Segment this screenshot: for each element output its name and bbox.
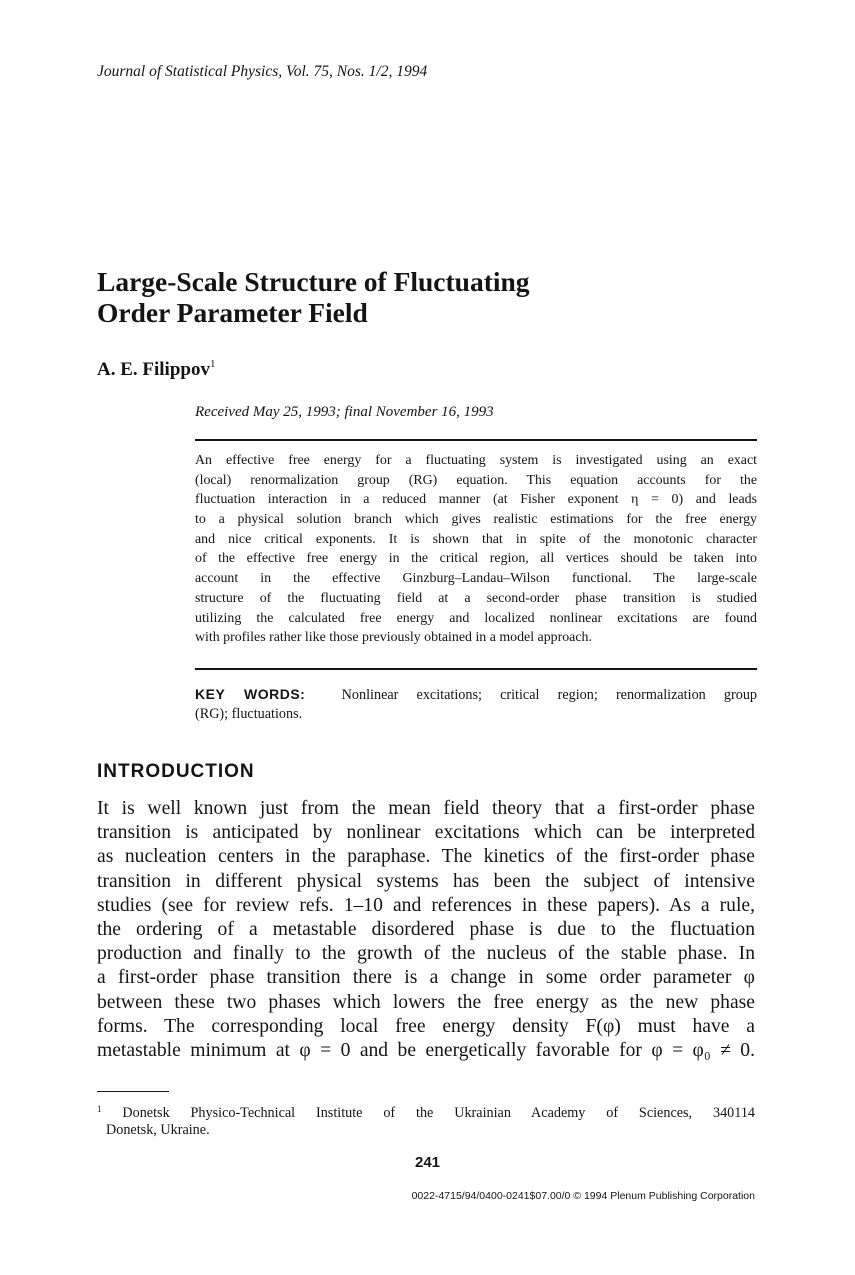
author-name: A. E. Filippov (97, 359, 210, 380)
page-number: 241 (414, 1154, 441, 1171)
title-line-2: Order Parameter Field (97, 297, 368, 328)
keywords-text: Nonlinear excitations; critical region; renormalization group (341, 687, 758, 703)
footnote-line-2: Donetsk, Ukraine. (106, 1122, 210, 1138)
footnote-text: Donetsk Physico-Technical Institute of the Ukrainian Academy of Sciences, 340114 (122, 1105, 756, 1121)
received-dates: Received May 25, 1993; final November 16, 1993 (195, 404, 494, 420)
abstract-line: of the effective free energy in the critical region, all vertices should be taken into (195, 551, 757, 567)
body-line: transition in different physical systems has been the subject of intensive (97, 870, 755, 892)
journal-header: Journal of Statistical Physics, Vol. 75, Nos. 1/2, 1994 (97, 63, 428, 80)
title-line-1: Large-Scale Structure of Fluctuating (97, 266, 530, 297)
abstract-line: structure of the fluctuating field at a second-order phase transition is studied (195, 590, 757, 606)
abstract-line: fluctuation interaction in a reduced manner (at Fisher exponent η = 0) and leads (195, 492, 757, 508)
body-line: metastable minimum at φ = 0 and be energetically favorable for φ = φ₀ ≠ 0. (97, 1039, 755, 1061)
abstract-line: utilizing the calculated free energy and localized nonlinear excitations are found (195, 610, 757, 626)
abstract-line: to a physical solution branch which gives realistic estimations for the free energy (195, 512, 757, 528)
body-line: production and finally to the growth of the nucleus of the stable phase. In (97, 943, 755, 965)
author (97, 358, 215, 381)
keywords-line-2: (RG); fluctuations. (195, 706, 303, 722)
footnote-mark: 1 (97, 1104, 102, 1114)
footnote-rule (97, 1091, 169, 1092)
footnote-line-1 (97, 1099, 755, 1120)
abstract-line: An effective free energy for a fluctuating system is investigated using an exact (195, 453, 757, 468)
body-line: It is well known just from the mean field theory that a first-order phase (97, 798, 755, 819)
abstract-line: with profiles rather like those previously obtained in a model approach. (195, 630, 592, 646)
author-footnote-mark: 1 (209, 358, 216, 370)
abstract-top-rule (195, 439, 757, 441)
keywords (195, 684, 757, 724)
body-line: transition is anticipated by nonlinear excitations which can be interpreted (97, 822, 755, 844)
body-line: as nucleation centers in the paraphase. The kinetics of the first-order phase (97, 846, 755, 868)
body-line: the ordering of a metastable disordered phase is due to the fluctuation (97, 918, 755, 940)
abstract-line: and nice critical exponents. It is shown that in spite of the monotonic character (195, 531, 757, 547)
body-paragraph (97, 797, 755, 1063)
body-line: between these two phases which lowers the free energy as the new phase (97, 991, 755, 1013)
body-line: a first-order phase transition there is a change in some order parameter φ (97, 967, 755, 989)
body-line: forms. The corresponding local free energy density F(φ) must have a (97, 1015, 755, 1037)
abstract (195, 451, 757, 648)
abstract-line: (local) renormalization group (RG) equation. This equation accounts for the (195, 472, 757, 488)
body-line: studies (see for review refs. 1–10 and references in these papers). As a rule, (97, 894, 755, 916)
abstract-line: account in the effective Ginzburg–Landau–Wilson functional. The large-scale (195, 571, 757, 587)
footnote (97, 1099, 755, 1141)
section-heading: INTRODUCTION (97, 761, 255, 782)
keywords-label: KEY WORDS: (195, 686, 306, 702)
abstract-bottom-rule (195, 668, 757, 670)
copyright-line: 0022-4715/94/0400-0241$07.00/0 © 1994 Plenum Publishing Corporation (411, 1190, 755, 1202)
paper-title (97, 266, 530, 328)
keywords-line-1 (195, 684, 757, 704)
